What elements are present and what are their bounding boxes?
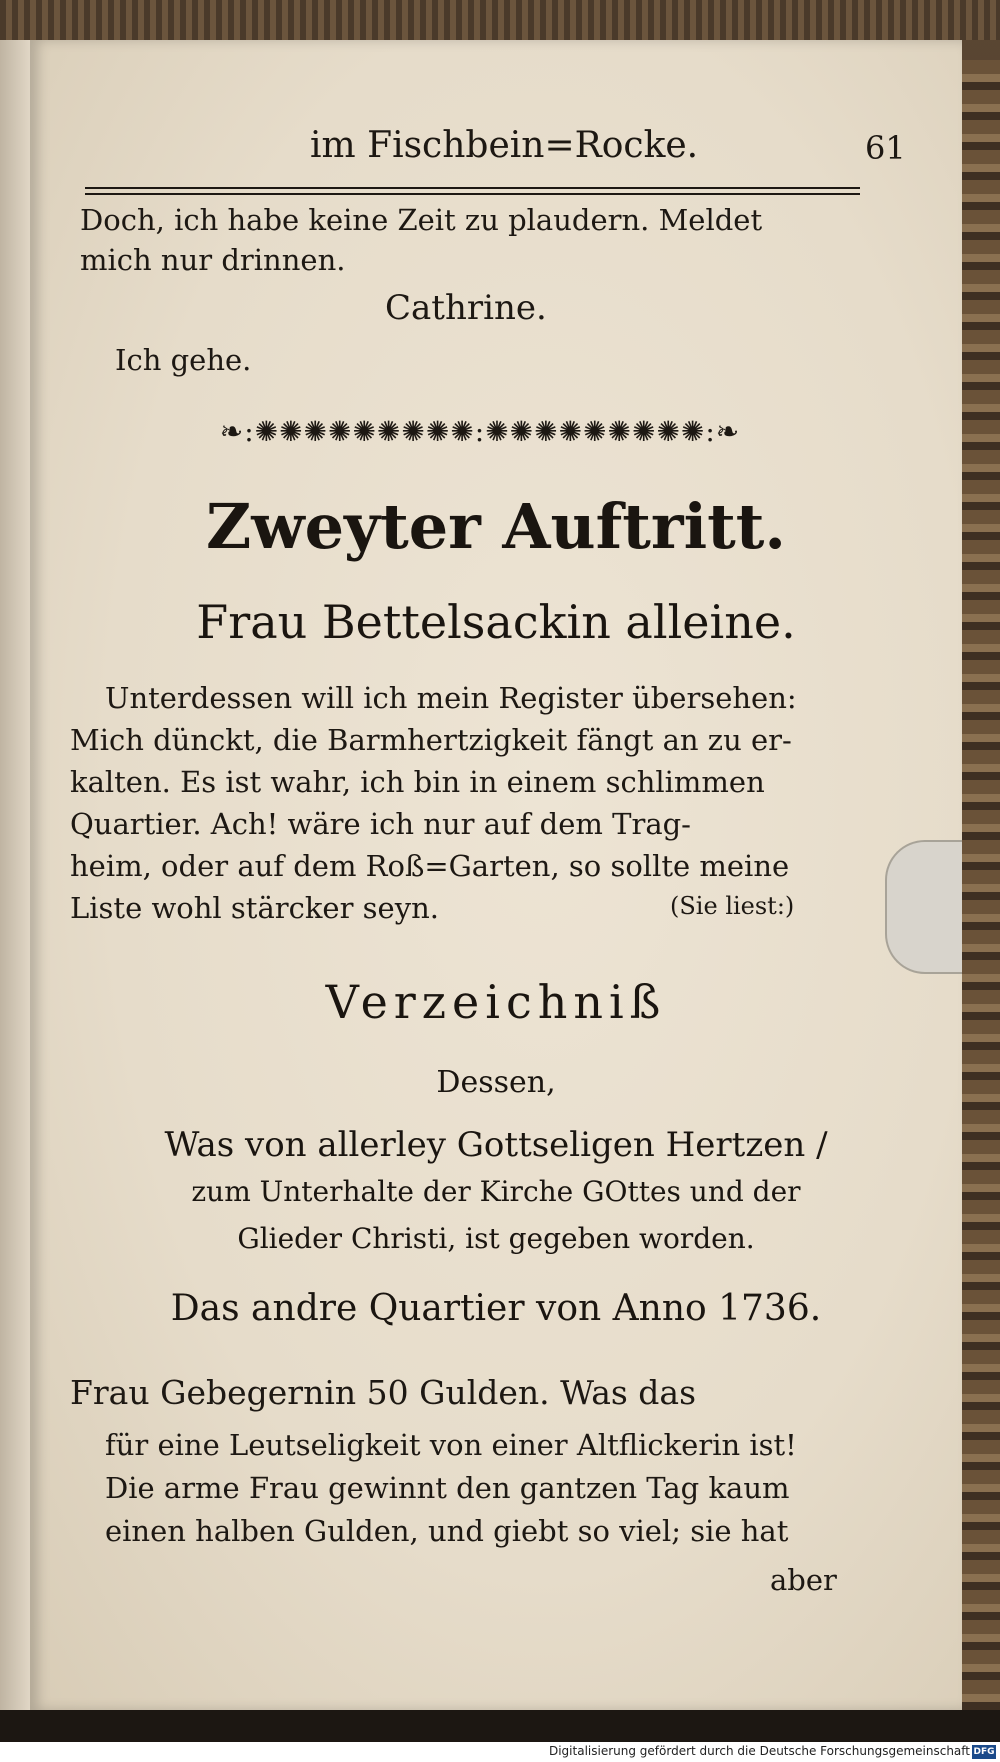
entry-line: Frau Gebegernin 50 Gulden. Was das [70, 1373, 697, 1412]
catchword: aber [770, 1563, 837, 1597]
facing-page-edge [0, 40, 34, 1710]
dialogue-reply: Ich gehe. [115, 343, 252, 377]
running-title: im Fischbein=Rocke. [310, 125, 699, 166]
digitization-credit: Digitalisierung gefördert durch die Deutsche Forschungsgemeinschaft [548, 1744, 970, 1758]
register-quarter: Das andre Quartier von Anno 1736. [170, 1288, 822, 1329]
dfg-logo-icon: DFG [973, 1747, 995, 1757]
register-dessen: Dessen, [436, 1065, 556, 1100]
monologue-line: heim, oder auf dem Roß=Garten, so sollte meine [70, 849, 790, 883]
monologue-line: Liste wohl stärcker seyn. [70, 891, 439, 925]
register-heading: Verzeichniß [325, 975, 667, 1029]
monologue-line: Quartier. Ach! wäre ich nur auf dem Trag- [70, 807, 691, 841]
register-line: Glieder Christi, ist gegeben worden. [237, 1222, 755, 1255]
scene-subtitle: Frau Bettelsackin alleine. [196, 595, 796, 649]
register-line: zum Unterhalte der Kirche GOttes und der [191, 1175, 801, 1208]
ornament-divider: ❧:✺✺✺✺✺✺✺✺✺:✺✺✺✺✺✺✺✺✺:❧ [219, 415, 741, 448]
page-number: 61 [865, 129, 906, 167]
page-header [85, 125, 906, 185]
stage-direction: (Sie liest:) [670, 892, 795, 920]
scene-title: Zweyter Auftritt. [205, 490, 786, 563]
monologue-line: Mich dünckt, die Barmhertzigkeit fängt an zu er- [70, 723, 792, 757]
header-rule [85, 187, 860, 195]
entry-line: Die arme Frau gewinnt den gantzen Tag kaum [105, 1471, 790, 1505]
register-line: Was von allerley Gottseligen Hertzen / [164, 1125, 828, 1165]
entry-line: einen halben Gulden, und giebt so viel; sie hat [105, 1514, 789, 1548]
monologue-line: Unterdessen will ich mein Register übersehen: [105, 681, 797, 715]
dialogue-line: mich nur drinnen. [80, 243, 346, 277]
page-clip [885, 840, 962, 974]
speaker-name: Cathrine. [385, 288, 547, 328]
book-page [30, 40, 962, 1710]
book-cover-edge [960, 60, 1000, 1710]
book-top-edge [0, 0, 1000, 40]
monologue-line: kalten. Es ist wahr, ich bin in einem schlimmen [70, 765, 765, 799]
entry-line: für eine Leutseligkeit von einer Altflickerin ist! [105, 1428, 797, 1462]
dialogue-line: Doch, ich habe keine Zeit zu plaudern. Meldet [80, 203, 763, 237]
